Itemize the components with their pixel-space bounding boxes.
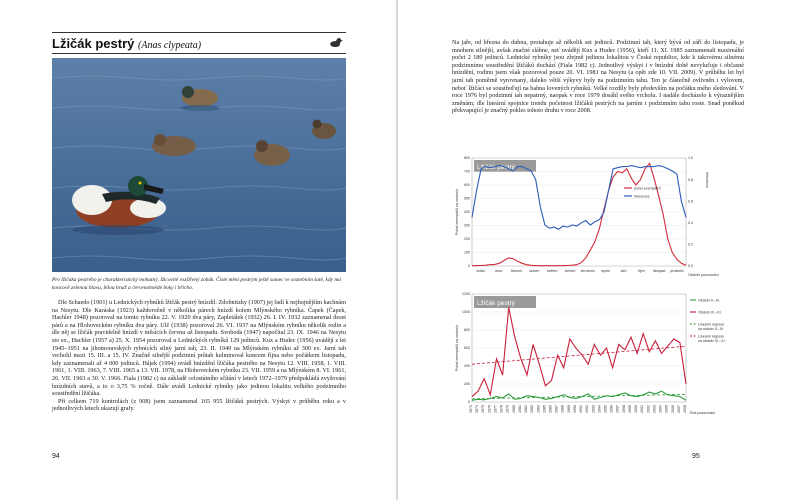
yearly-chart-svg bbox=[452, 290, 746, 440]
x-tick-label: 1973 bbox=[469, 405, 473, 413]
x-tick-label: 1982 bbox=[524, 405, 529, 413]
legend-label: Lineární regrese bbox=[698, 322, 725, 327]
x-tick-label: 1974 bbox=[475, 405, 480, 413]
x-tick-label: březen bbox=[511, 269, 523, 273]
x-tick-label: 1976 bbox=[487, 405, 492, 413]
x-tick-label: 1987 bbox=[554, 405, 559, 413]
x-tick-label: 1995 bbox=[603, 405, 608, 413]
x-tick-label: únor bbox=[495, 269, 503, 273]
legend-label: za období II.–IV. bbox=[698, 326, 724, 331]
y2-axis-label: frekvence bbox=[705, 172, 709, 188]
left-paragraph-2: Při celkem 719 kontrolách (z 908) jsem zaznamenal 165 955 lžičáků pestrých. Výskyt v průběhu roku a v jednotlivých letech ukazují grafy. bbox=[52, 397, 346, 413]
x-tick-label: 1985 bbox=[542, 405, 547, 413]
x-tick-label: leden bbox=[476, 269, 486, 273]
x-tick-label: 2006 bbox=[670, 405, 675, 413]
x-tick-label: 1984 bbox=[536, 405, 541, 413]
legend-label: počet exemplářů bbox=[634, 186, 661, 191]
y2-tick-label: 0,8 bbox=[688, 177, 693, 182]
x-tick-label: 1980 bbox=[511, 405, 516, 413]
y-tick-label: 800 bbox=[464, 328, 470, 333]
x-tick-label: 1999 bbox=[627, 405, 632, 413]
x-tick-label: 2008 bbox=[683, 405, 687, 413]
page-number-left: 94 bbox=[52, 453, 60, 460]
x-tick-label: 2000 bbox=[634, 405, 639, 413]
y-tick-label: 100 bbox=[464, 250, 470, 255]
x-tick-label: 1991 bbox=[579, 405, 584, 413]
legend-label: Lineární regrese bbox=[698, 334, 725, 339]
y2-tick-label: 0,2 bbox=[688, 242, 693, 247]
x-tick-label: 1989 bbox=[566, 405, 571, 413]
x-tick-label: 1996 bbox=[609, 405, 614, 413]
y-tick-label: 0 bbox=[468, 400, 470, 405]
x-tick-label: 2002 bbox=[646, 405, 651, 413]
x-tick-label: 2005 bbox=[664, 405, 669, 413]
x-tick-label: 1993 bbox=[591, 405, 596, 413]
y-tick-label: 600 bbox=[464, 183, 470, 188]
species-header bbox=[52, 32, 346, 54]
x-tick-label: říjen bbox=[637, 269, 645, 273]
seasonal-chart-svg bbox=[452, 154, 746, 286]
x-axis-extra-label: Období pozorování bbox=[688, 273, 719, 277]
x-tick-label: duben bbox=[529, 269, 540, 273]
x-tick-label: 2001 bbox=[640, 405, 645, 413]
x-tick-label: 1994 bbox=[597, 405, 602, 413]
species-title bbox=[52, 36, 201, 51]
x-tick-label: prosinec bbox=[670, 269, 684, 273]
y-tick-label: 200 bbox=[464, 382, 470, 387]
legend-label: Období IX.–XI. bbox=[698, 310, 722, 315]
x-tick-label: září bbox=[620, 269, 627, 273]
y2-tick-label: 1,0 bbox=[688, 156, 693, 161]
y-tick-label: 500 bbox=[464, 196, 470, 201]
y-tick-label: 400 bbox=[464, 210, 470, 215]
y-tick-label: 400 bbox=[464, 364, 470, 369]
y-tick-label: 200 bbox=[464, 237, 470, 242]
species-latin-name: (Anas clypeata) bbox=[138, 40, 202, 51]
shoveler-photo bbox=[52, 58, 346, 272]
y-tick-label: 800 bbox=[464, 156, 470, 161]
x-axis-extra-label: Rok pozorování bbox=[690, 411, 716, 415]
legend-label: za období IX.–XI. bbox=[698, 338, 726, 343]
x-tick-label: 1975 bbox=[481, 405, 486, 413]
legend-label: Období II.–IV. bbox=[698, 298, 720, 303]
legend-label: frekvence bbox=[634, 194, 650, 199]
x-tick-label: květen bbox=[546, 269, 558, 273]
x-tick-label: 1977 bbox=[493, 405, 498, 413]
x-tick-label: 1988 bbox=[560, 405, 565, 413]
x-tick-label: 1998 bbox=[621, 405, 626, 413]
y2-tick-label: 0,4 bbox=[688, 221, 693, 225]
x-tick-label: listopad bbox=[653, 269, 666, 273]
y-axis-label: Počet exemplářů na kontrolu bbox=[455, 325, 459, 371]
x-tick-label: červen bbox=[564, 269, 576, 273]
x-tick-label: 1992 bbox=[585, 405, 590, 413]
y-tick-label: 1200 bbox=[462, 292, 470, 297]
seasonal-chart bbox=[452, 154, 746, 286]
chart-title: Lžičák pestrý bbox=[477, 300, 515, 307]
right-body-text: Na jaře, od března do dubna, protahuje až několik set jedinců. Podzimní tah, který bývá od září do listopadu, je mnohem silnější, avšak značné slábne, neť uvádějí Kux a Hudec (1956), kteří 11. XI. 1985 zaznamenali maximální počet 2 180 jedinců. Lednické rybníky jsou zřejmě jedinou lokalitou v České republice, kde k takovému silnému podzimnímu soustředění lžičáků dochází (Fiala 1982 c). Jednotlivý výskyt i v hnízdní době nevylučuje i občasné hnízdění, rodinu jsem však pozoroval pouze 20. VI. 1981 na Nesytu (a opět zde 10. VII. 2009). V průběhu let byl jarní tah poměrně vyrovnaný, daleko větší výkyvy byly na podzimním tahu. Ten je částečně ovlivněn i výlovem, neboť lžičáci se soustřeďují na bahna lovených rybníků. Velké rozdíly byly především na počátku mého sledování. V roce 1976 byl podzimní tah nepatrný, naopak v roce 1979 dosáhl svého vrcholu. I nadále docházelo k výraznějším změnám; dle lineární spojnice trendu početnost lžičáků pestrých na jarním i podzimním tahu roste. Snad poněkud překvapující je značný pokles tohoto druhu v roce 2008. bbox=[452, 39, 744, 115]
x-tick-label: 1979 bbox=[505, 405, 510, 413]
y-tick-label: 300 bbox=[464, 223, 470, 228]
y2-tick-label: 0,0 bbox=[688, 264, 693, 269]
x-tick-label: 2004 bbox=[658, 405, 663, 413]
y-tick-label: 700 bbox=[464, 169, 470, 174]
y-tick-label: 0 bbox=[468, 264, 470, 269]
x-tick-label: 1978 bbox=[499, 405, 504, 413]
y-tick-label: 1000 bbox=[462, 310, 470, 315]
chart-title: Lžičák pestrý bbox=[477, 164, 515, 171]
x-tick-label: 1997 bbox=[615, 405, 620, 413]
species-name: Lžičák pestrý bbox=[52, 36, 135, 51]
x-tick-label: 1990 bbox=[572, 405, 577, 413]
photo-caption: Pro lžičáka pestrého je charakteristický mohutný, lžicovitě rozšířený zobák. Čisté mění pestrým ještě samec ve svatebním šatě, kdy má koncově zelenou hlavu, bílou hruď a červenohnědé boky i břicho. bbox=[52, 277, 341, 291]
x-tick-label: 1981 bbox=[517, 405, 522, 413]
y-tick-label: 600 bbox=[464, 346, 470, 351]
x-tick-label: 2003 bbox=[652, 405, 657, 413]
y-axis-label: Počet exemplářů na kontrolu bbox=[455, 189, 459, 235]
x-tick-label: srpen bbox=[601, 269, 611, 273]
y2-tick-label: 0,6 bbox=[688, 199, 693, 204]
x-tick-label: 2007 bbox=[676, 405, 681, 413]
yearly-chart bbox=[452, 290, 746, 440]
x-tick-label: červenec bbox=[580, 269, 596, 273]
page-number-right: 95 bbox=[692, 453, 700, 460]
duck-icon bbox=[328, 35, 344, 49]
x-tick-label: 1983 bbox=[530, 405, 535, 413]
left-body-text bbox=[52, 299, 346, 413]
left-page bbox=[0, 0, 396, 500]
x-tick-label: 1986 bbox=[548, 405, 553, 413]
left-paragraph-1: Dle Schaedo (1901) u Lednických rybníků lžičák pestrý hnízdil. Zdobnitzky (1907) jej řadí k nejhojnějším kachnám na Nesytu. Dle Karáska (1923) každoročně v několika párech hnízdí kolem Mlýnského rybníka. Čapek (Čapek, Hachler 1948) pozoroval na tomto rybníku 22. V. 1920 dva páry, Zapletálek (1932) 26. I. IV. 1932 zaznamenal deset párů a na Hlohoveckém rybníku dva páry. Ulč (1938) pozoroval 26. VI. 1937 na Mlýnském rybníku několik rodin a dle něj se lžičák pravidelně hnízdí v měsících červnu až listopadu. Svoboda (1947) napočítal 23. IX. 1946 na Nesytu sto ex., Hachler (1957 a) 25. X. 1954 pozoroval u Lednických rybníků 129 jedinců. Kux a Hudec (1956) uvádějí z let 1945–1951 na jihomoravských rybnících silný jarní tah, 23. II. 1949 na Mlýnském rybníku až 300 ex. Jarní tah vrcholil mezi 15. III. a 15. IV. Značně silnější podzimní průtah kulminoval koncem října nebo počátkem listopadu, kdy zaznamenali až 4 000 jedinců. Hájek (1994) uvádí hnízdění lžičáka pestrého na Nesytu 12. VIII. 1958, 1. VIII. 1961, 1. VIII. 1963, 7. VIII. 1965 a 13. VII. 1978, na Hlohoveckém rybníku 23. VII. 1959 a na Mlýnském 8. VI. 1961, 26. VII. 1963 a 30. V. 1966. Fiala (1982 c) na základě celostátního sčítání v letech 1972–1979 předpokládá zvyšování hnízdních stavů, a to o 3,75 % ročně. Dále uvádí Lednické rybníky jako jedinou lokalitu velkého podzimního soustředění lžičáka. bbox=[52, 299, 346, 398]
